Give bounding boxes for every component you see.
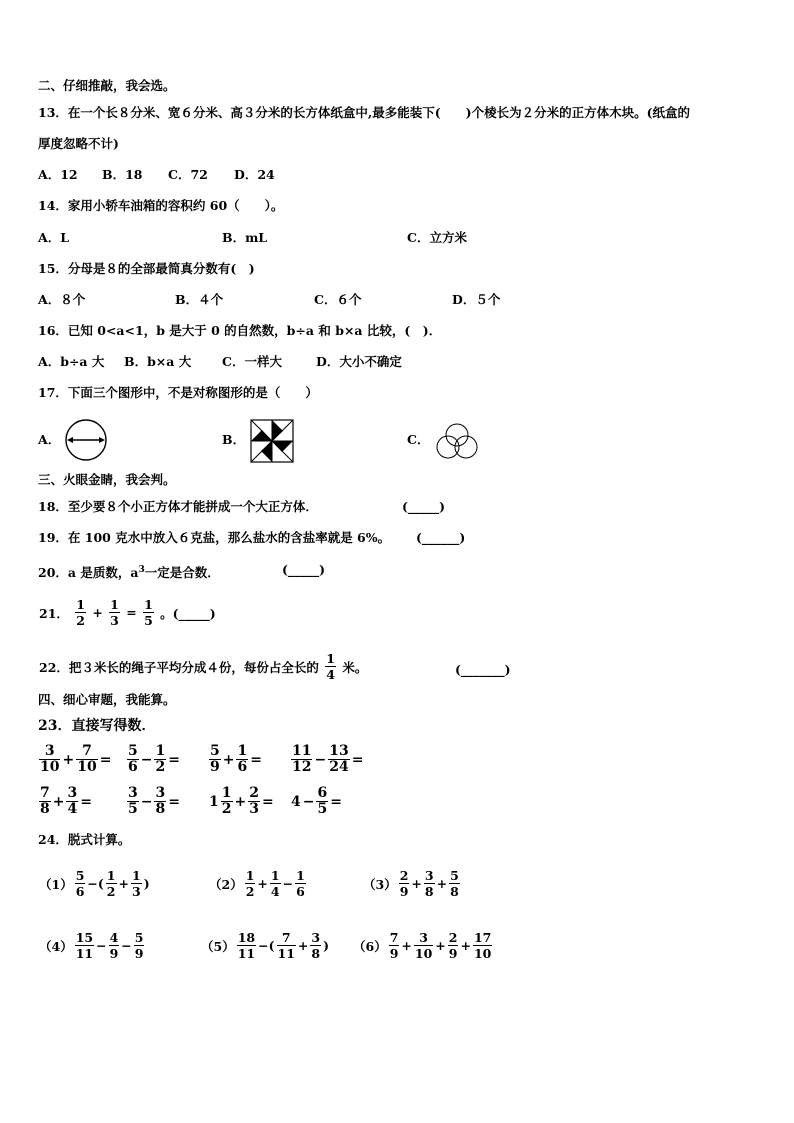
pinwheel-figure <box>250 419 294 463</box>
q16-option-d: D．大小不确定 <box>316 354 402 369</box>
q16-option-c: C．一样大 <box>222 354 282 369</box>
q23-expr-1: $\frac{3}{10}$ + $\frac{7}{10}$ = <box>40 743 112 775</box>
q13-text-line1: 13．在一个长８分米、宽６分米、高３分米的长方体纸盒中,最多能装下( )个棱长为２分米的正方体木块。(纸盒的 <box>38 105 690 120</box>
q23-title: 23．直接写得数． <box>38 718 156 734</box>
q24-expr-4: （4） $\frac{15}{11}$ − $\frac{4}{9}$ − $\frac{5}{9}$ <box>39 930 144 961</box>
section-3-title: 三、火眼金睛，我会判。 <box>38 472 176 487</box>
q24-expr-1: （1） $\frac{5}{6}$ −( $\frac{1}{2}$ + $\frac{1}{3}$ ) <box>39 868 150 899</box>
q23-expr-8: 4 − $\frac{6}{5}$ = <box>291 785 342 817</box>
q14-option-a: A．L <box>38 230 69 245</box>
q17-option-a: A． <box>38 432 61 447</box>
q24-title: 24．脱式计算。 <box>38 832 131 847</box>
q23-expr-2: $\frac{5}{6}$ − $\frac{1}{2}$ = <box>128 743 180 775</box>
q17-text: 17．下面三个图形中，不是对称图形的是（ ） <box>38 385 318 400</box>
q17-option-c: C． <box>407 432 430 447</box>
q14-option-c: C．立方米 <box>407 230 467 245</box>
q13-option-a: A．12 <box>38 167 78 182</box>
q23-expr-3: $\frac{5}{9}$ + $\frac{1}{6}$ = <box>210 743 262 775</box>
q16-option-a: A．b÷a 大 <box>38 354 105 369</box>
q24-expr-5: （5） $\frac{18}{11}$ −( $\frac{7}{11}$ + $\frac{3}{8}$ ) <box>201 930 330 961</box>
q15-option-c: C．６个 <box>314 292 362 307</box>
q13-option-c: C．72 <box>168 167 208 182</box>
section-2-title: 二、仔细推敲，我会选。 <box>38 78 176 93</box>
q22-row <box>38 651 368 682</box>
q14-text: 14．家用小轿车油箱的容积约 60（ ）。 <box>38 198 284 213</box>
q15-option-d: D．５个 <box>452 292 501 307</box>
q23-expr-6: $\frac{3}{5}$ − $\frac{3}{8}$ = <box>128 785 180 817</box>
q20-superscript: 3 <box>138 565 145 575</box>
q21-answer-blank[interactable]: 。(_____) <box>160 605 216 621</box>
q18-answer-blank[interactable]: (_____) <box>402 499 446 514</box>
q24-expr-2: （2） $\frac{1}{2}$ + $\frac{1}{4}$ − $\frac{1}{6}$ <box>209 868 305 899</box>
q19-text: 19．在 100 克水中放入６克盐，那么盐水的含盐率就是 6%。 <box>38 530 391 545</box>
q18-text: 18．至少要８个小正方体才能拼成一个大正方体． <box>38 499 318 514</box>
q15-option-a: A．８个 <box>38 292 86 307</box>
q22-text-a: 22．把３米长的绳子平均分成４份，每份占全长的 <box>39 659 319 675</box>
q15-text: 15．分母是８的全部最简真分数有( ) <box>38 261 255 276</box>
q21-number: 21． <box>39 605 69 621</box>
q21-row: 21． $\frac{1}{2}$ + $\frac{1}{3}$ = $\frac{1}{5}$ 。(_____) <box>39 597 216 628</box>
q23-expr-7: 1 $\frac{1}{2}$ + $\frac{2}{3}$ = <box>209 785 274 817</box>
q21-fraction-2: $\frac{1}{3}$ <box>110 597 119 628</box>
q24-expr-6: （6） $\frac{7}{9}$ + $\frac{3}{10}$ + $\frac{2}{9}$ + $\frac{17}{10}$ <box>353 930 492 961</box>
q13-option-d: D．24 <box>234 167 275 182</box>
q21-fraction-1: $\frac{1}{2}$ <box>76 597 85 628</box>
q13-text-line2: 厚度忽略不计) <box>38 136 119 151</box>
q22-fraction: $\frac{1}{4}$ <box>326 651 335 682</box>
section-4-title: 四、细心审题，我能算。 <box>38 692 176 707</box>
q22-text-b: 米。 <box>342 659 368 675</box>
q14-option-b: B．mL <box>222 230 268 245</box>
q20-text-b: 一定是合数． <box>144 565 220 581</box>
q20-text <box>38 562 220 581</box>
q24-expr-3: （3） $\frac{2}{9}$ + $\frac{3}{8}$ + $\frac{5}{8}$ <box>363 868 459 899</box>
q15-option-b: B．４个 <box>175 292 224 307</box>
q17-option-b: B． <box>222 432 246 447</box>
q20-answer-blank[interactable]: (_____) <box>282 562 326 577</box>
circle-arrow-figure <box>62 417 112 463</box>
q23-expr-5: $\frac{7}{8}$ + $\frac{3}{4}$ = <box>40 785 92 817</box>
q13-option-b: B．18 <box>102 167 143 182</box>
q16-text: 16．已知 0<a<1，b 是大于 0 的自然数，b÷a 和 b×a 比较，( )． <box>38 323 442 338</box>
q19-answer-blank[interactable]: (______) <box>416 530 466 545</box>
triquetra-figure <box>432 418 482 462</box>
q20-text-a: 20．a 是质数，a <box>38 565 139 581</box>
q21-fraction-3: $\frac{1}{5}$ <box>144 597 153 628</box>
q23-expr-4: $\frac{11}{12}$ − $\frac{13}{24}$ = <box>292 743 364 775</box>
q16-option-b: B．b×a 大 <box>124 354 192 369</box>
q22-answer-blank[interactable]: (_______) <box>455 662 511 677</box>
